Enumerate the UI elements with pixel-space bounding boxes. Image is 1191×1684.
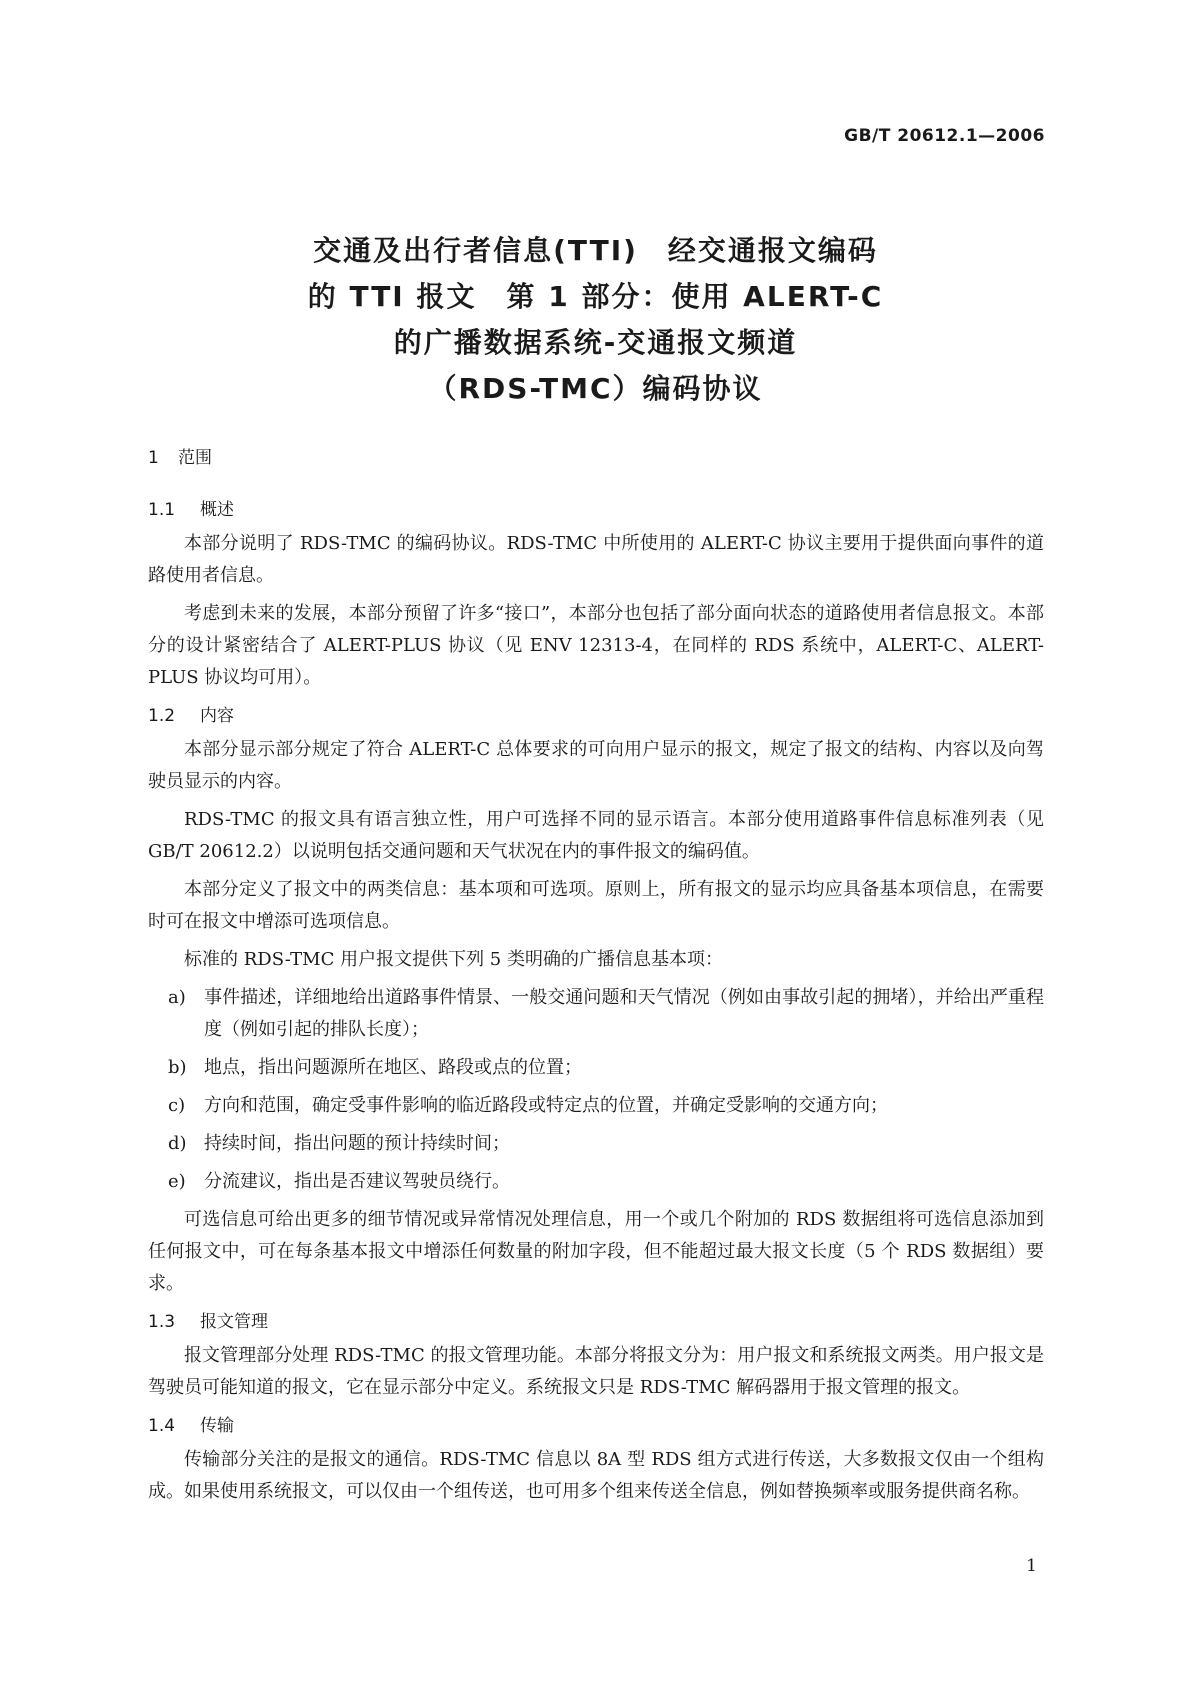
section-number: 1.4 <box>148 1416 176 1436</box>
list-item <box>168 1090 1044 1122</box>
list-item <box>168 1166 1044 1198</box>
paragraph: 可选信息可给出更多的细节情况或异常情况处理信息，用一个或几个附加的 RDS 数据组将可选信息添加到任何报文中，可在每条基本报文中增添任何数量的附加字段，但不能超过最大报文长度（5 个 RDS 数据组）要求。 <box>148 1209 1044 1294</box>
paragraph: 考虑到未来的发展，本部分预留了许多“接口”，本部分也包括了部分面向状态的道路使用者信息报文。本部分的设计紧密结合了 ALERT-PLUS 协议（见 ENV 12313-4，在同样的 RDS 系统中，ALERT-C、ALERT-PLUS 协议均可用）。 <box>148 603 1044 688</box>
list-item-text: 地点，指出问题源所在地区、路段或点的位置； <box>204 1057 582 1078</box>
paragraph: 标准的 RDS-TMC 用户报文提供下列 5 类明确的广播信息基本项： <box>184 949 723 970</box>
list-marker: b) <box>168 1057 187 1078</box>
section-heading-message-management <box>148 1306 1044 1338</box>
paragraph: 本部分显示部分规定了符合 ALERT-C 总体要求的可向用户显示的报文，规定了报文的结构、内容以及向驾驶员显示的内容。 <box>148 739 1044 792</box>
standard-number: GB/T 20612.1—2006 <box>844 126 1045 146</box>
page-number: 1 <box>1026 1556 1037 1576</box>
section-heading-content <box>148 700 1044 732</box>
document-body <box>148 442 1044 1514</box>
section-number: 1 <box>148 448 159 468</box>
section-title: 报文管理 <box>200 1312 268 1332</box>
list-marker: c) <box>168 1095 186 1116</box>
document-title <box>0 228 1191 412</box>
section-title: 范围 <box>178 448 212 468</box>
paragraph: 本部分定义了报文中的两类信息：基本项和可选项。原则上，所有报文的显示均应具备基本项信息，在需要时可在报文中增添可选项信息。 <box>148 879 1044 932</box>
section-number: 1.3 <box>148 1312 176 1332</box>
section-title: 内容 <box>200 706 234 726</box>
section-title: 传输 <box>200 1416 234 1436</box>
section-heading-transmission <box>148 1410 1044 1442</box>
list-item-text: 事件描述，详细地给出道路事件情景、一般交通问题和天气情况（例如由事故引起的拥堵），并给出严重程度（例如引起的排队长度）； <box>204 987 1044 1040</box>
list-marker: d) <box>168 1133 187 1154</box>
title-line: 的 TTI 报文 第 1 部分：使用 ALERT-C <box>307 280 884 313</box>
list-item-text: 持续时间，指出问题的预计持续时间； <box>204 1133 510 1154</box>
list-item <box>168 1052 1044 1084</box>
list-item <box>168 982 1044 1046</box>
title-line: 交通及出行者信息(TTI) 经交通报文编码 <box>313 234 878 267</box>
section-heading-scope <box>148 442 1044 474</box>
paragraph: 本部分说明了 RDS-TMC 的编码协议。RDS-TMC 中所使用的 ALERT-C 协议主要用于提供面向事件的道路使用者信息。 <box>148 533 1044 586</box>
section-number: 1.1 <box>148 500 176 520</box>
section-title: 概述 <box>200 500 234 520</box>
list-marker: a) <box>168 987 186 1008</box>
list-item-text: 方向和范围，确定受事件影响的临近路段或特定点的位置，并确定受影响的交通方向； <box>204 1095 888 1116</box>
title-line: （RDS-TMC）编码协议 <box>428 372 763 405</box>
paragraph: 报文管理部分处理 RDS-TMC 的报文管理功能。本部分将报文分为：用户报文和系统报文两类。用户报文是驾驶员可能知道的报文，它在显示部分中定义。系统报文只是 RDS-TMC 解码器用于报文管理的报文。 <box>148 1345 1044 1398</box>
title-line: 的广播数据系统-交通报文频道 <box>393 326 798 359</box>
section-heading-overview <box>148 494 1044 526</box>
list-item-text: 分流建议，指出是否建议驾驶员绕行。 <box>204 1171 510 1192</box>
list-marker: e) <box>168 1171 186 1192</box>
list-item <box>168 1128 1044 1160</box>
section-number: 1.2 <box>148 706 176 726</box>
paragraph: 传输部分关注的是报文的通信。RDS-TMC 信息以 8A 型 RDS 组方式进行传送，大多数报文仅由一个组构成。如果使用系统报文，可以仅由一个组传送，也可用多个组来传送全信息，例如替换频率或服务提供商名称。 <box>148 1449 1044 1502</box>
paragraph: RDS-TMC 的报文具有语言独立性，用户可选择不同的显示语言。本部分使用道路事件信息标准列表（见 GB/T 20612.2）以说明包括交通问题和天气状况在内的事件报文的编码值。 <box>148 809 1044 862</box>
